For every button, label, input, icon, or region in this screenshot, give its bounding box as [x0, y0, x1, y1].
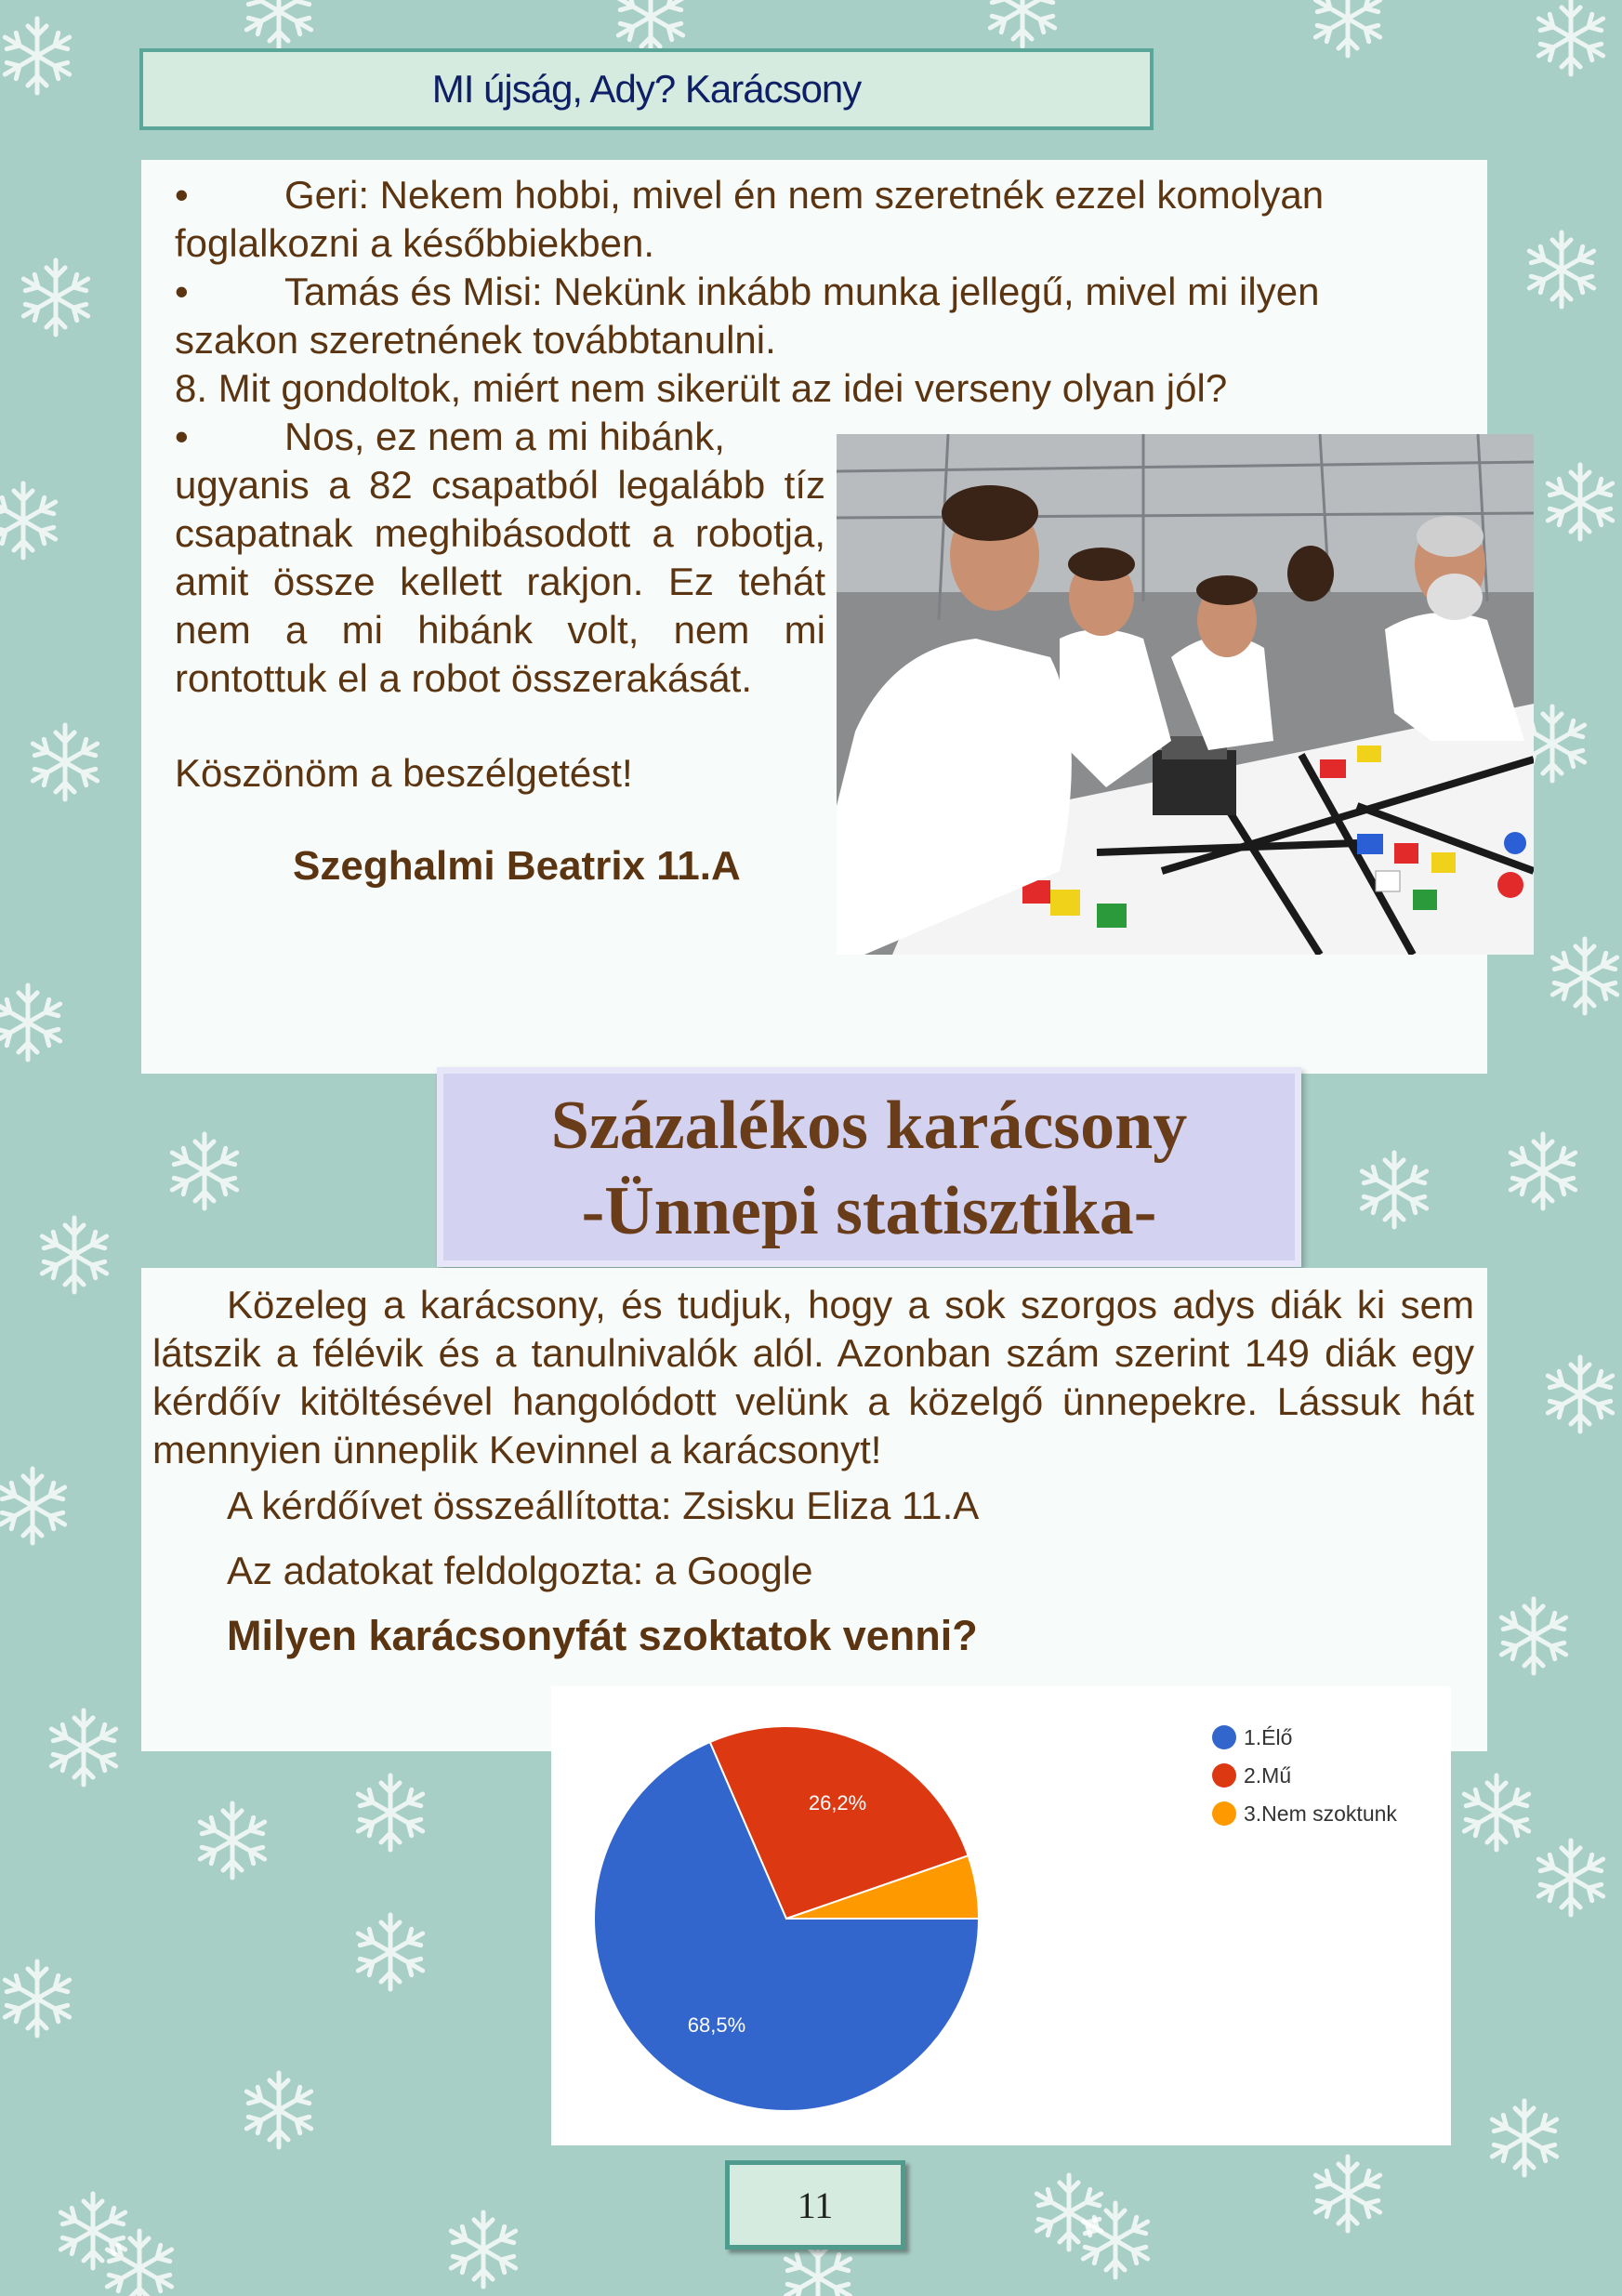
questionnaire-credit: A kérdőívet összeállította: Zsisku Eliza 11.A [227, 1484, 980, 1527]
pie-label-2: 26,2% [808, 1790, 867, 1814]
bullet: • [175, 270, 189, 313]
pie-label-1: 68,5% [687, 2013, 746, 2038]
page-number-box [725, 2160, 905, 2250]
bullet: • [175, 415, 189, 458]
legend-label-2: 2.Mű [1244, 1763, 1292, 1788]
survey-question: Milyen karácsonyfát szoktatok venni? [227, 1612, 978, 1659]
article-subtitle: -Ünnepi statisztika- [581, 1173, 1157, 1249]
author-name: Szeghalmi Beatrix 11.A [293, 843, 741, 889]
question-8: 8. Mit gondoltok, miért nem sikerült az idei verseny olyan jól? [175, 366, 1228, 410]
legend-label-1: 1.Élő [1244, 1725, 1293, 1749]
article-intro: Közeleg a karácsony, és tudjuk, hogy a sok szorgos adys diák ki sem látszik a félévik és a tanulnivalók alól. Azonban szám szerint 149 diák egy kérdőív kitöltésével hangolódott velünk a közelgő ünnepekre. Lássuk hát mennyien ünneplik Kevinnel a karácsonyt! [152, 1283, 1474, 1471]
pie-chart [551, 1686, 1451, 2145]
answer-tamas-misi: • Tamás és Misi: Nekünk inkább munka jellegű, mivel mi ilyen [175, 268, 1411, 316]
legend-label-3: 3.Nem szoktunk [1244, 1801, 1397, 1826]
article-title: Százalékos karácsony [550, 1088, 1188, 1164]
header-title: MI újság, Ady? Karácsony [431, 67, 862, 111]
magazine-header [139, 48, 1154, 130]
bullet: • [175, 173, 189, 217]
page-number: 11 [797, 2184, 834, 2226]
answer-q8-first: • Nos, ez nem a mi hibánk, [175, 413, 1411, 461]
article-panel [141, 1268, 1487, 1751]
legend-marker-1 [1212, 1725, 1236, 1749]
pie-chart-svg [551, 1686, 1451, 2145]
answer-tamas-misi-cont: szakon szeretnének továbbtanulni. [175, 318, 776, 362]
legend-marker-2 [1212, 1763, 1236, 1788]
article-title-box [437, 1067, 1301, 1267]
photo-robotics-team-icon [837, 434, 1534, 955]
answer-geri-cont: foglalkozni a későbbiekben. [175, 221, 655, 265]
answer-q8-body: ugyanis a 82 csapatból legalább tíz csapatnak meghibásodott a robotja, amit össze kellett rakjon. Ez tehát nem a mi hibánk volt, nem mi rontottuk el a robot összerakását. [175, 463, 825, 700]
answer-geri: • Geri: Nekem hobbi, mivel én nem szeretnék ezzel komolyan [175, 171, 1411, 219]
thanks-text: Köszönöm a beszélgetést! [175, 751, 633, 795]
robotics-team-photo [837, 434, 1534, 955]
legend-marker-3 [1212, 1801, 1236, 1826]
processing-credit: Az adatokat feldolgozta: a Google [227, 1549, 813, 1592]
